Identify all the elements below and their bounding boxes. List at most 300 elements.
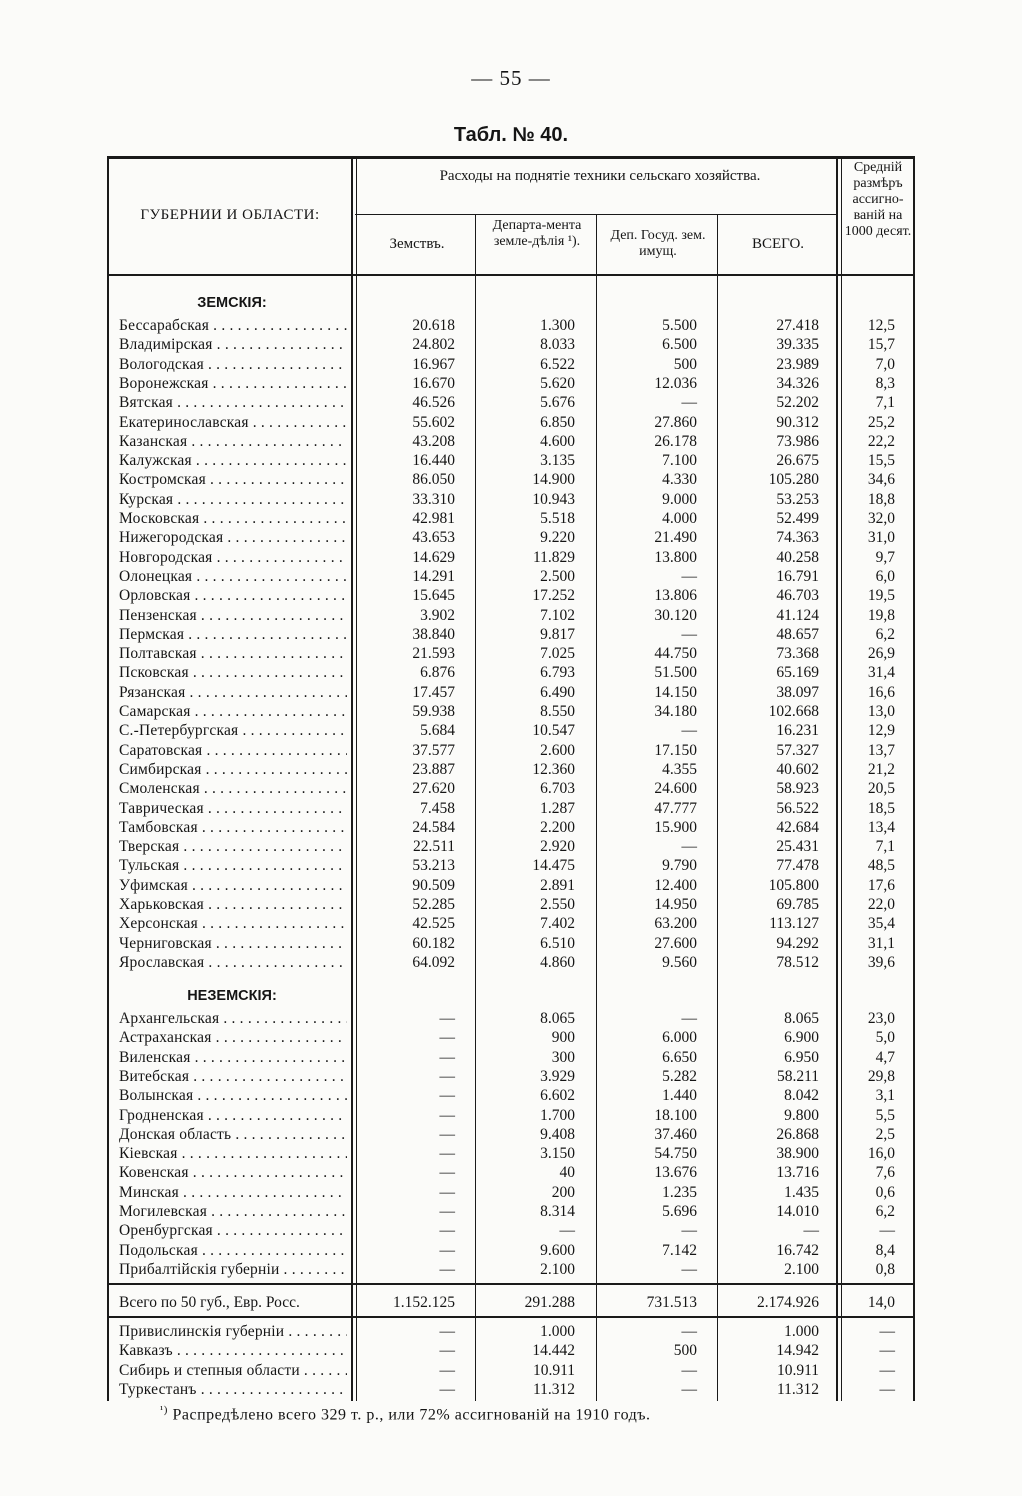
row-dept-state: 500	[673, 355, 697, 373]
top-rule	[107, 156, 915, 159]
table-row	[107, 432, 915, 451]
row-dept-agr: 6.850	[540, 413, 575, 431]
row-zemstvo: 59.938	[412, 703, 455, 720]
row-dept-agr: 4.860	[540, 953, 575, 971]
row-zemstvo: 16.440	[412, 452, 455, 470]
table-row	[107, 393, 915, 412]
row-province: Донская область . . .	[119, 1125, 347, 1144]
table-row	[107, 683, 915, 702]
row-avg: 16,6	[867, 683, 895, 701]
table-row	[107, 374, 915, 393]
row-dept-state: 7.142	[662, 1241, 697, 1259]
row-total: 90.312	[776, 413, 819, 431]
row-dept-agr: 5.518	[540, 510, 575, 527]
row-total: 57.327	[776, 741, 819, 759]
row-province: Пермская . . .	[119, 625, 347, 644]
table-row	[107, 953, 915, 972]
row-total: 46.703	[776, 587, 819, 605]
row-dept-agr: 9.408	[540, 1125, 575, 1143]
row-zemstvo: —	[439, 1222, 455, 1240]
row-dept-state: 14.150	[654, 683, 697, 701]
row-avg: 14,0	[867, 1294, 895, 1311]
row-province: Тамбовская . . .	[119, 818, 347, 837]
row-province: Московская . . .	[119, 509, 347, 528]
row-dept-agr: 5.620	[540, 374, 575, 392]
row-zemstvo: —	[439, 1087, 455, 1105]
table-row	[107, 413, 915, 432]
row-dept-agr: 12.360	[532, 760, 575, 778]
row-dept-state: 37.460	[654, 1125, 697, 1143]
header-provinces: ГУБЕРНИИ И ОБЛАСТИ:	[140, 207, 320, 223]
row-province: Рязанская . . .	[119, 683, 347, 702]
row-avg: —	[879, 1380, 895, 1398]
row-dept-state: 13.800	[654, 548, 697, 566]
row-total: 16.231	[776, 722, 819, 740]
row-total: 58.211	[776, 1067, 819, 1085]
row-dept-agr: 11.312	[532, 1380, 575, 1398]
table-row	[107, 779, 915, 798]
row-dept-agr: 2.891	[540, 876, 575, 894]
row-zemstvo: 16.967	[412, 355, 455, 373]
row-dept-agr: 8.065	[540, 1010, 575, 1027]
row-dept-agr: 10.547	[532, 722, 575, 740]
row-avg: 13,4	[867, 818, 895, 836]
row-avg: 0,6	[875, 1183, 895, 1201]
table-row	[107, 702, 915, 721]
table-row	[107, 451, 915, 470]
row-total: 39.335	[776, 336, 819, 354]
row-avg: 6,0	[875, 567, 895, 585]
row-zemstvo: 37.577	[412, 741, 455, 759]
row-total: 8.042	[784, 1087, 819, 1105]
row-avg: 48,5	[867, 857, 895, 875]
row-avg: 39,6	[867, 953, 895, 971]
row-avg: 6,2	[875, 625, 895, 643]
row-province: Подольская . . .	[119, 1241, 347, 1260]
row-zemstvo: 20.618	[412, 317, 455, 334]
row-dept-agr: 1.700	[540, 1106, 575, 1124]
row-total: 11.312	[776, 1380, 819, 1398]
row-zemstvo: 24.584	[412, 818, 455, 836]
row-dept-state: 14.950	[654, 896, 697, 913]
row-avg: 31,4	[867, 664, 895, 682]
row-dept-agr: 300	[551, 1048, 575, 1066]
row-zemstvo: 90.509	[412, 876, 455, 894]
row-dept-agr: 6.602	[540, 1087, 575, 1105]
row-avg: 19,8	[867, 606, 895, 624]
row-avg: 22,2	[867, 432, 895, 450]
row-dept-agr: 4.600	[540, 432, 575, 450]
row-avg: 20,5	[867, 780, 895, 798]
row-dept-agr: 2.200	[540, 818, 575, 836]
row-dept-state: —	[681, 1222, 697, 1240]
row-dept-state: —	[681, 1260, 697, 1278]
table-row	[107, 741, 915, 760]
row-total: 26.675	[776, 452, 819, 470]
row-province: Курская . . .	[119, 490, 347, 509]
row-zemstvo: 52.285	[412, 896, 455, 913]
table-row	[107, 1106, 915, 1125]
row-avg: 34,6	[867, 471, 895, 489]
row-dept-agr: 6.510	[540, 934, 575, 952]
table-row	[107, 490, 915, 509]
row-province: Полтавская . . .	[119, 644, 347, 663]
row-total: 73.368	[776, 645, 819, 663]
row-province: Могилевская . . .	[119, 1202, 347, 1221]
row-province: Всего по 50 губ., Евр. Росс.	[119, 1294, 300, 1311]
row-total: 23.989	[776, 355, 819, 373]
row-dept-state: —	[681, 1010, 697, 1027]
table-row	[107, 934, 915, 953]
row-province: Херсонская . . .	[119, 914, 347, 933]
header-expenses-group: Расходы на поднятіе техники сельскаго хозяйства.	[439, 168, 761, 184]
row-dept-agr: 3.929	[540, 1067, 575, 1085]
row-zemstvo: —	[439, 1048, 455, 1066]
row-total: 13.716	[776, 1164, 819, 1182]
row-province: Уфимская . . .	[119, 876, 347, 895]
header-rule	[107, 274, 915, 276]
row-province: Тверская . . .	[119, 837, 347, 856]
row-province: Привислинскія губерніи . . .	[119, 1322, 347, 1341]
row-avg: 19,5	[867, 587, 895, 605]
row-dept-state: 27.860	[654, 413, 697, 431]
row-dept-state: —	[681, 1361, 697, 1379]
row-avg: 23,0	[867, 1010, 895, 1027]
row-zemstvo: —	[439, 1145, 455, 1163]
row-dept-state: 9.000	[662, 490, 697, 508]
row-zemstvo: 23.887	[412, 760, 455, 778]
row-province: Туркестанъ . . .	[119, 1380, 347, 1399]
row-dept-agr: 900	[551, 1029, 575, 1047]
row-dept-state: —	[681, 394, 697, 412]
row-zemstvo: 24.802	[412, 336, 455, 354]
row-total: 9.800	[784, 1106, 819, 1124]
row-total: 16.791	[776, 567, 819, 585]
row-dept-state: 4.000	[662, 510, 697, 527]
row-province: Воронежская . . .	[119, 374, 347, 393]
row-dept-state: 4.355	[662, 760, 697, 778]
row-total: 14.010	[776, 1203, 819, 1220]
row-avg: 16,0	[867, 1145, 895, 1163]
row-dept-state: —	[681, 567, 697, 585]
row-zemstvo: 15.645	[412, 587, 455, 605]
row-avg: 15,5	[867, 452, 895, 470]
row-total: 41.124	[776, 606, 819, 624]
table-row	[107, 567, 915, 586]
row-total: 10.911	[776, 1361, 819, 1379]
table-row	[107, 799, 915, 818]
table-row	[107, 876, 915, 895]
row-total: 58.923	[776, 780, 819, 798]
table-row	[107, 856, 915, 875]
row-zemstvo: 21.593	[412, 645, 455, 663]
row-avg: 7,0	[875, 355, 895, 373]
table-row	[107, 644, 915, 663]
row-dept-state: 731.513	[646, 1294, 697, 1311]
row-zemstvo: —	[439, 1342, 455, 1360]
row-avg: 25,2	[867, 413, 895, 431]
row-avg: 4,7	[875, 1048, 895, 1066]
row-dept-state: 6.500	[662, 336, 697, 354]
row-total: 48.657	[776, 625, 819, 643]
row-total: 42.684	[776, 818, 819, 836]
footnote-mark: ¹)	[160, 1404, 168, 1416]
row-dept-agr: 2.550	[540, 896, 575, 913]
row-zemstvo: —	[439, 1067, 455, 1085]
row-dept-agr: 6.490	[540, 683, 575, 701]
row-total: 16.742	[776, 1241, 819, 1259]
row-avg: 15,7	[867, 336, 895, 354]
row-zemstvo: 1.152.125	[393, 1294, 455, 1311]
row-dept-state: 47.777	[654, 799, 697, 817]
row-zemstvo: —	[439, 1183, 455, 1201]
row-dept-state: —	[681, 625, 697, 643]
row-total: 40.258	[776, 548, 819, 566]
row-dept-agr: 10.943	[532, 490, 575, 508]
row-province: Олонецкая . . .	[119, 567, 347, 586]
row-avg: 2,5	[875, 1125, 895, 1143]
row-zemstvo: 60.182	[412, 934, 455, 952]
table-row	[107, 1009, 915, 1028]
table-row	[107, 586, 915, 605]
row-dept-agr: 9.220	[540, 529, 575, 547]
row-zemstvo: 14.629	[412, 548, 455, 566]
row-avg: 32,0	[867, 510, 895, 527]
row-total: 2.174.926	[757, 1294, 819, 1311]
row-dept-state: 34.180	[654, 703, 697, 720]
table-row	[107, 1086, 915, 1105]
row-dept-agr: 7.025	[540, 645, 575, 663]
table-row	[107, 760, 915, 779]
page-number: — 55 —	[471, 66, 551, 90]
row-avg: 7,1	[875, 838, 895, 856]
table-row	[107, 606, 915, 625]
row-dept-agr: 291.288	[524, 1294, 575, 1311]
table-row	[107, 548, 915, 567]
row-zemstvo: —	[439, 1323, 455, 1340]
section-zemstvo: ЗЕМСКІЯ:	[197, 295, 267, 311]
row-province: Сибирь и степныя области . . .	[119, 1361, 347, 1380]
table-row	[107, 663, 915, 682]
row-province: Екатеринославская . . .	[119, 413, 347, 432]
header-avg: Средній размѣръ ассигно-ваній на 1000 десят.	[844, 160, 912, 240]
row-province: С.-Петербургская . . .	[119, 721, 347, 740]
row-zemstvo: —	[439, 1125, 455, 1143]
row-dept-agr: 1.287	[540, 799, 575, 817]
row-avg: 8,3	[875, 374, 895, 392]
row-total: 105.280	[768, 471, 819, 489]
header-dept-state: Деп. Госуд. зем. имущ.	[610, 228, 706, 260]
table-row	[107, 470, 915, 489]
row-zemstvo: 14.291	[412, 567, 455, 585]
table-title: Табл. № 40.	[453, 124, 569, 146]
row-province: Бессарабская . . .	[119, 316, 347, 335]
row-total: 77.478	[776, 857, 819, 875]
row-province: Харьковская . . .	[119, 895, 347, 914]
row-zemstvo: 33.310	[412, 490, 455, 508]
row-total: 78.512	[776, 953, 819, 971]
row-province: Саратовская . . .	[119, 741, 347, 760]
row-dept-state: 13.806	[654, 587, 697, 605]
row-total: 1.000	[784, 1323, 819, 1340]
row-dept-agr: 3.150	[540, 1145, 575, 1163]
row-dept-agr: 200	[551, 1183, 575, 1201]
row-dept-agr: 8.550	[540, 703, 575, 720]
row-avg: 5,0	[875, 1029, 895, 1047]
table-row	[107, 1183, 915, 1202]
row-province: Минская . . .	[119, 1183, 347, 1202]
row-province: Костромская . . .	[119, 470, 347, 489]
row-dept-agr: 7.102	[540, 606, 575, 624]
row-dept-agr: 40	[559, 1164, 575, 1182]
row-province: Псковская . . .	[119, 663, 347, 682]
row-province: Кавказъ . . .	[119, 1341, 347, 1360]
row-zemstvo: 86.050	[412, 471, 455, 489]
row-province: Витебская . . .	[119, 1067, 347, 1086]
row-total: 65.169	[776, 664, 819, 682]
row-zemstvo: 22.511	[412, 838, 455, 856]
row-zemstvo: 5.684	[420, 722, 455, 740]
row-avg: 3,1	[875, 1087, 895, 1105]
table-row	[107, 1202, 915, 1221]
table-row	[107, 1361, 915, 1380]
row-dept-state: 44.750	[654, 645, 697, 663]
row-dept-state: 1.440	[662, 1087, 697, 1105]
row-dept-agr: 5.676	[540, 394, 575, 412]
row-total: 94.292	[776, 934, 819, 952]
row-dept-agr: 11.829	[532, 548, 575, 566]
row-province: Нижегородская . . .	[119, 528, 347, 547]
row-avg: 31,1	[867, 934, 895, 952]
row-zemstvo: 43.208	[412, 432, 455, 450]
row-dept-state: —	[681, 1380, 697, 1398]
row-dept-agr: 9.600	[540, 1241, 575, 1259]
row-dept-state: 6.650	[662, 1048, 697, 1066]
table-row	[107, 837, 915, 856]
row-total: 14.942	[776, 1342, 819, 1360]
table-row	[107, 1067, 915, 1086]
row-total: —	[803, 1222, 819, 1240]
table-row	[107, 316, 915, 335]
row-province: Новгородская . . .	[119, 548, 347, 567]
row-dept-state: 27.600	[654, 934, 697, 952]
row-zemstvo: 43.653	[412, 529, 455, 547]
total-row	[107, 1293, 915, 1312]
row-dept-state: 13.676	[654, 1164, 697, 1182]
row-avg: 31,0	[867, 529, 895, 547]
row-dept-agr: 10.911	[532, 1361, 575, 1379]
row-zemstvo: 7.458	[420, 799, 455, 817]
row-total: 2.100	[784, 1260, 819, 1278]
row-dept-agr: 14.900	[532, 471, 575, 489]
row-avg: 13,7	[867, 741, 895, 759]
table-row	[107, 895, 915, 914]
row-avg: 7,1	[875, 394, 895, 412]
row-avg: —	[879, 1342, 895, 1360]
row-zemstvo: 64.092	[412, 953, 455, 971]
row-province: Таврическая . . .	[119, 799, 347, 818]
row-dept-state: 9.790	[662, 857, 697, 875]
table-row	[107, 1125, 915, 1144]
row-province: Смоленская . . .	[119, 779, 347, 798]
row-zemstvo: 38.840	[412, 625, 455, 643]
row-province: Вологодская . . .	[119, 355, 347, 374]
row-dept-state: —	[681, 1323, 697, 1340]
row-dept-state: 5.500	[662, 317, 697, 334]
table-row	[107, 721, 915, 740]
row-province: Виленская . . .	[119, 1048, 347, 1067]
row-total: 102.668	[768, 703, 819, 720]
row-avg: 0,8	[875, 1260, 895, 1278]
row-avg: 12,5	[867, 317, 895, 334]
row-total: 25.431	[776, 838, 819, 856]
row-dept-agr: 1.000	[540, 1323, 575, 1340]
row-zemstvo: —	[439, 1361, 455, 1379]
row-avg: —	[879, 1222, 895, 1240]
table-row	[107, 335, 915, 354]
row-province: Орловская . . .	[119, 586, 347, 605]
row-total: 6.900	[784, 1029, 819, 1047]
row-dept-state: 9.560	[662, 953, 697, 971]
row-dept-state: 51.500	[654, 664, 697, 682]
row-dept-agr: 2.920	[540, 838, 575, 856]
row-dept-agr: 8.033	[540, 336, 575, 354]
table-row	[107, 1341, 915, 1360]
row-avg: 6,2	[875, 1203, 895, 1220]
row-avg: —	[879, 1323, 895, 1340]
row-province: Казанская . . .	[119, 432, 347, 451]
row-province: Ярославская . . .	[119, 953, 347, 972]
row-dept-agr: 1.300	[540, 317, 575, 334]
row-total: 69.785	[776, 896, 819, 913]
row-dept-state: 54.750	[654, 1145, 697, 1163]
row-zemstvo: 46.526	[412, 394, 455, 412]
section-non-zemstvo: НЕЗЕМСКІЯ:	[187, 988, 277, 1004]
row-total: 73.986	[776, 432, 819, 450]
footnote	[160, 1404, 651, 1424]
row-avg: 22,0	[867, 896, 895, 913]
row-province: Владимірская . . .	[119, 335, 347, 354]
row-total: 34.326	[776, 374, 819, 392]
row-total: 74.363	[776, 529, 819, 547]
row-dept-agr: —	[559, 1222, 575, 1240]
row-dept-agr: 2.100	[540, 1260, 575, 1278]
row-zemstvo: —	[439, 1380, 455, 1398]
row-dept-state: 5.696	[662, 1203, 697, 1220]
table-row	[107, 1221, 915, 1240]
row-zemstvo: 16.670	[412, 374, 455, 392]
table-row	[107, 914, 915, 933]
footnote-text: Распредѣлено всего 329 т. р., или 72% ассигнованій на 1910 годъ.	[172, 1406, 651, 1424]
row-zemstvo: 17.457	[412, 683, 455, 701]
row-dept-state: 18.100	[654, 1106, 697, 1124]
row-province: Ковенская . . .	[119, 1163, 347, 1182]
row-zemstvo: 27.620	[412, 780, 455, 798]
row-avg: 9,7	[875, 548, 895, 566]
row-zemstvo: 3.902	[420, 606, 455, 624]
row-dept-agr: 14.442	[532, 1342, 575, 1360]
table-row	[107, 1322, 915, 1341]
row-total: 6.950	[784, 1048, 819, 1066]
row-zemstvo: 53.213	[412, 857, 455, 875]
row-avg: 7,6	[875, 1164, 895, 1182]
row-total: 113.127	[769, 915, 819, 933]
total-rule-top	[107, 1283, 915, 1285]
row-province: Симбирская . . .	[119, 760, 347, 779]
table-row	[107, 355, 915, 374]
row-zemstvo: 6.876	[420, 664, 455, 682]
table-row	[107, 1144, 915, 1163]
